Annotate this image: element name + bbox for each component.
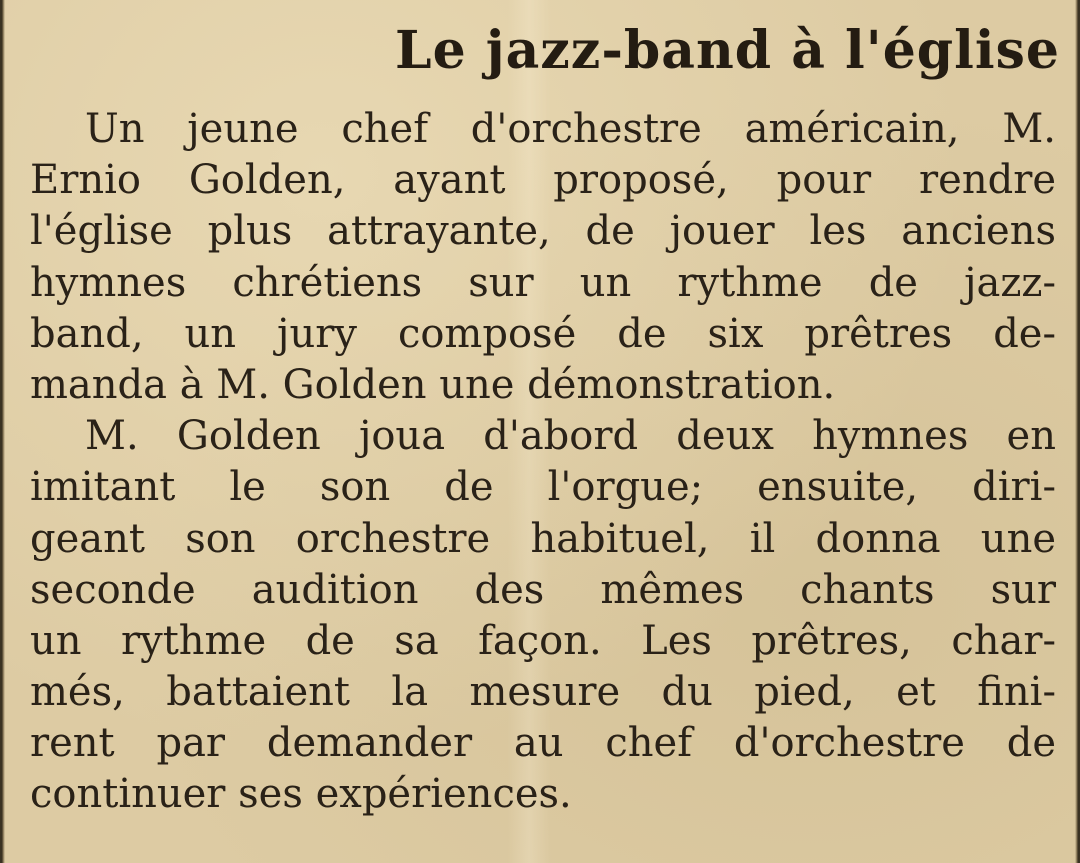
text-line: rent par demander au chef d'orchestre de xyxy=(30,720,1056,767)
text-line: seconde audition des mêmes chants sur xyxy=(30,566,1056,613)
article-headline: Le jazz-band à l'église xyxy=(395,20,1061,81)
text-line: geant son orchestre habituel, il donna une xyxy=(30,515,1056,562)
article-body xyxy=(30,104,1056,821)
text-line: imitant le son de l'orgue; ensuite, diri- xyxy=(30,464,1056,511)
text-line: més, battaient la mesure du pied, et fini- xyxy=(30,669,1056,716)
text-line: Ernio Golden, ayant proposé, pour rendre xyxy=(30,157,1056,204)
column-rule-right xyxy=(1075,0,1080,863)
text-line: Un jeune chef d'orchestre américain, M. xyxy=(85,106,1056,152)
text-line: manda à M. Golden une démonstration. xyxy=(30,361,836,408)
text-line: hymnes chrétiens sur un rythme de jazz- xyxy=(30,259,1056,306)
text-line: l'église plus attrayante, de jouer les anciens xyxy=(30,208,1056,255)
text-line: un rythme de sa façon. Les prêtres, char- xyxy=(30,617,1056,664)
text-line: band, un jury composé de six prêtres de- xyxy=(30,310,1056,357)
column-rule-left xyxy=(0,0,5,863)
text-line: M. Golden joua d'abord deux hymnes en xyxy=(85,413,1056,460)
text-line: continuer ses expériences. xyxy=(30,771,572,818)
